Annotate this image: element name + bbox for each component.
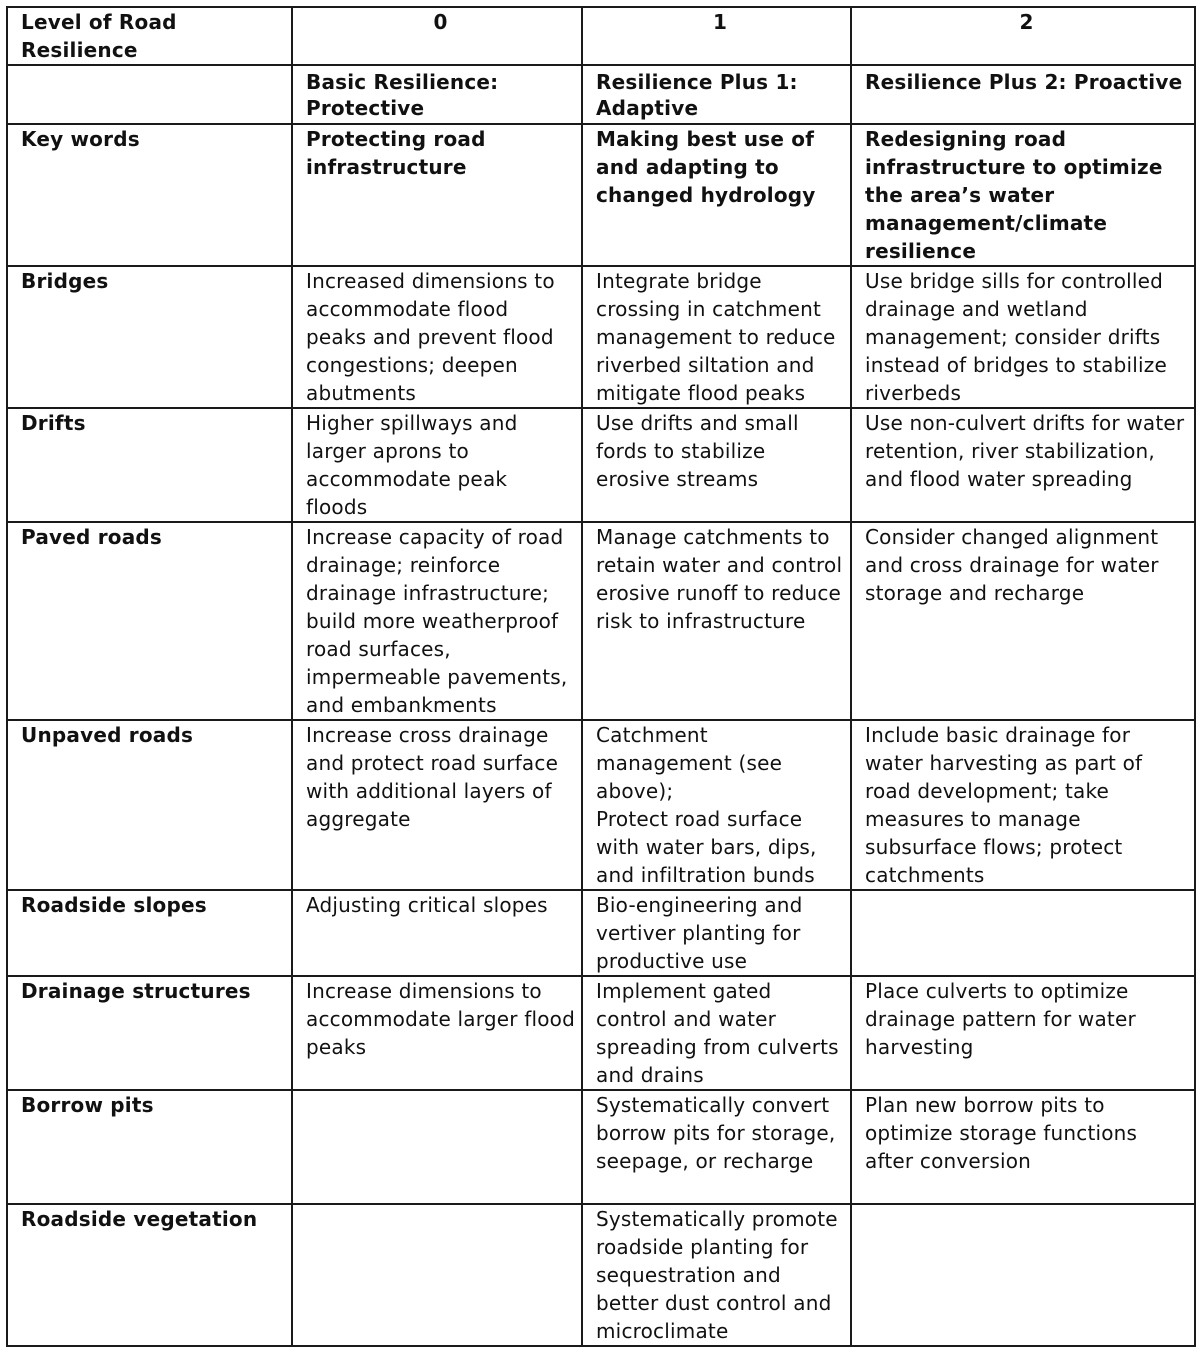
plus2-cell: Place culverts to optimize drainage pattern for water harvesting [851,976,1195,1090]
level-label-cell [7,7,292,65]
plus2-cell [851,890,1195,976]
table-row [7,266,1195,408]
plus2-cell: Plan new borrow pits to optimize storage functions after conversion [851,1090,1195,1204]
basic-cell: Increase dimensions to accommodate larger flood peaks [292,976,582,1090]
subheader-row [7,65,1195,124]
row-label: Roadside vegetation [7,1204,292,1346]
table-row [7,890,1195,976]
resilience-plus1-title: Resilience Plus 1: Adaptive [596,70,798,120]
plus2-cell: Consider changed alignment and cross drainage for water storage and recharge [851,522,1195,720]
plus1-cell: Implement gated control and water spreading from culverts and drains [582,976,851,1090]
plus1-cell: Systematically convert borrow pits for storage, seepage, or recharge [582,1090,851,1204]
resilience-plus1-cell [582,65,851,124]
row-label: Drainage structures [7,976,292,1090]
plus1-cell: Manage catchments to retain water and control erosive runoff to reduce risk to infrastructure [582,522,851,720]
road-resilience-table [6,6,1196,1347]
table-row [7,408,1195,522]
basic-resilience-title: Basic Resilience: Protective [306,70,499,120]
basic-resilience-cell [292,65,582,124]
level-1-label: 1 [712,10,728,34]
plus1-cell: Catchment management (see above); Protect road surface with water bars, dips, and infiltration bunds [582,720,851,890]
plus1-cell: Integrate bridge crossing in catchment management to reduce riverbed siltation and mitigate flood peaks [582,266,851,408]
basic-cell: Adjusting critical slopes [292,890,582,976]
row-label: Bridges [7,266,292,408]
plus2-cell: Use non-culvert drifts for water retention, river stabilization, and flood water spreading [851,408,1195,522]
basic-cell: Increased dimensions to accommodate flood peaks and prevent flood congestions; deepen abutments [292,266,582,408]
plus2-cell: Include basic drainage for water harvesting as part of road development; take measures to manage subsurface flows; protect catchments [851,720,1195,890]
table-row [7,1090,1195,1204]
level-1-cell [582,7,851,65]
plus1-cell: Systematically promote roadside planting for sequestration and better dust control and microclimate [582,1204,851,1346]
row-label: Drifts [7,408,292,522]
table-row [7,976,1195,1090]
subheader-empty-cell [7,65,292,124]
level-0-label: 0 [433,10,448,34]
basic-cell: Protecting road infrastructure [292,124,582,266]
basic-cell: Higher spillways and larger aprons to accommodate peak floods [292,408,582,522]
resilience-plus2-title: Resilience Plus 2: Proactive [865,70,1183,94]
basic-cell: Increase cross drainage and protect road surface with additional layers of aggregate [292,720,582,890]
row-label: Borrow pits [7,1090,292,1204]
resilience-plus2-cell [851,65,1195,124]
row-label: Unpaved roads [7,720,292,890]
level-label: Level of Road Resilience [21,10,177,62]
level-0-cell [292,7,582,65]
table-row [7,720,1195,890]
plus2-cell: Redesigning road infrastructure to optimize the area’s water management/climate resilience [851,124,1195,266]
plus2-cell: Use bridge sills for controlled drainage and wetland management; consider drifts instead of bridges to stabilize riverbeds [851,266,1195,408]
plus1-cell: Bio-engineering and vertiver planting for productive use [582,890,851,976]
row-label: Key words [7,124,292,266]
basic-cell [292,1204,582,1346]
header-row [7,7,1195,65]
table-row [7,522,1195,720]
table-row [7,124,1195,266]
basic-cell: Increase capacity of road drainage; reinforce drainage infrastructure; build more weatherproof road surfaces, impermeable pavements, and embankments [292,522,582,720]
plus2-cell [851,1204,1195,1346]
basic-cell [292,1090,582,1204]
table-row [7,1204,1195,1346]
row-label: Paved roads [7,522,292,720]
plus1-cell: Making best use of and adapting to changed hydrology [582,124,851,266]
level-2-label: 2 [1019,10,1034,34]
level-2-cell [851,7,1195,65]
plus1-cell: Use drifts and small fords to stabilize erosive streams [582,408,851,522]
row-label: Roadside slopes [7,890,292,976]
